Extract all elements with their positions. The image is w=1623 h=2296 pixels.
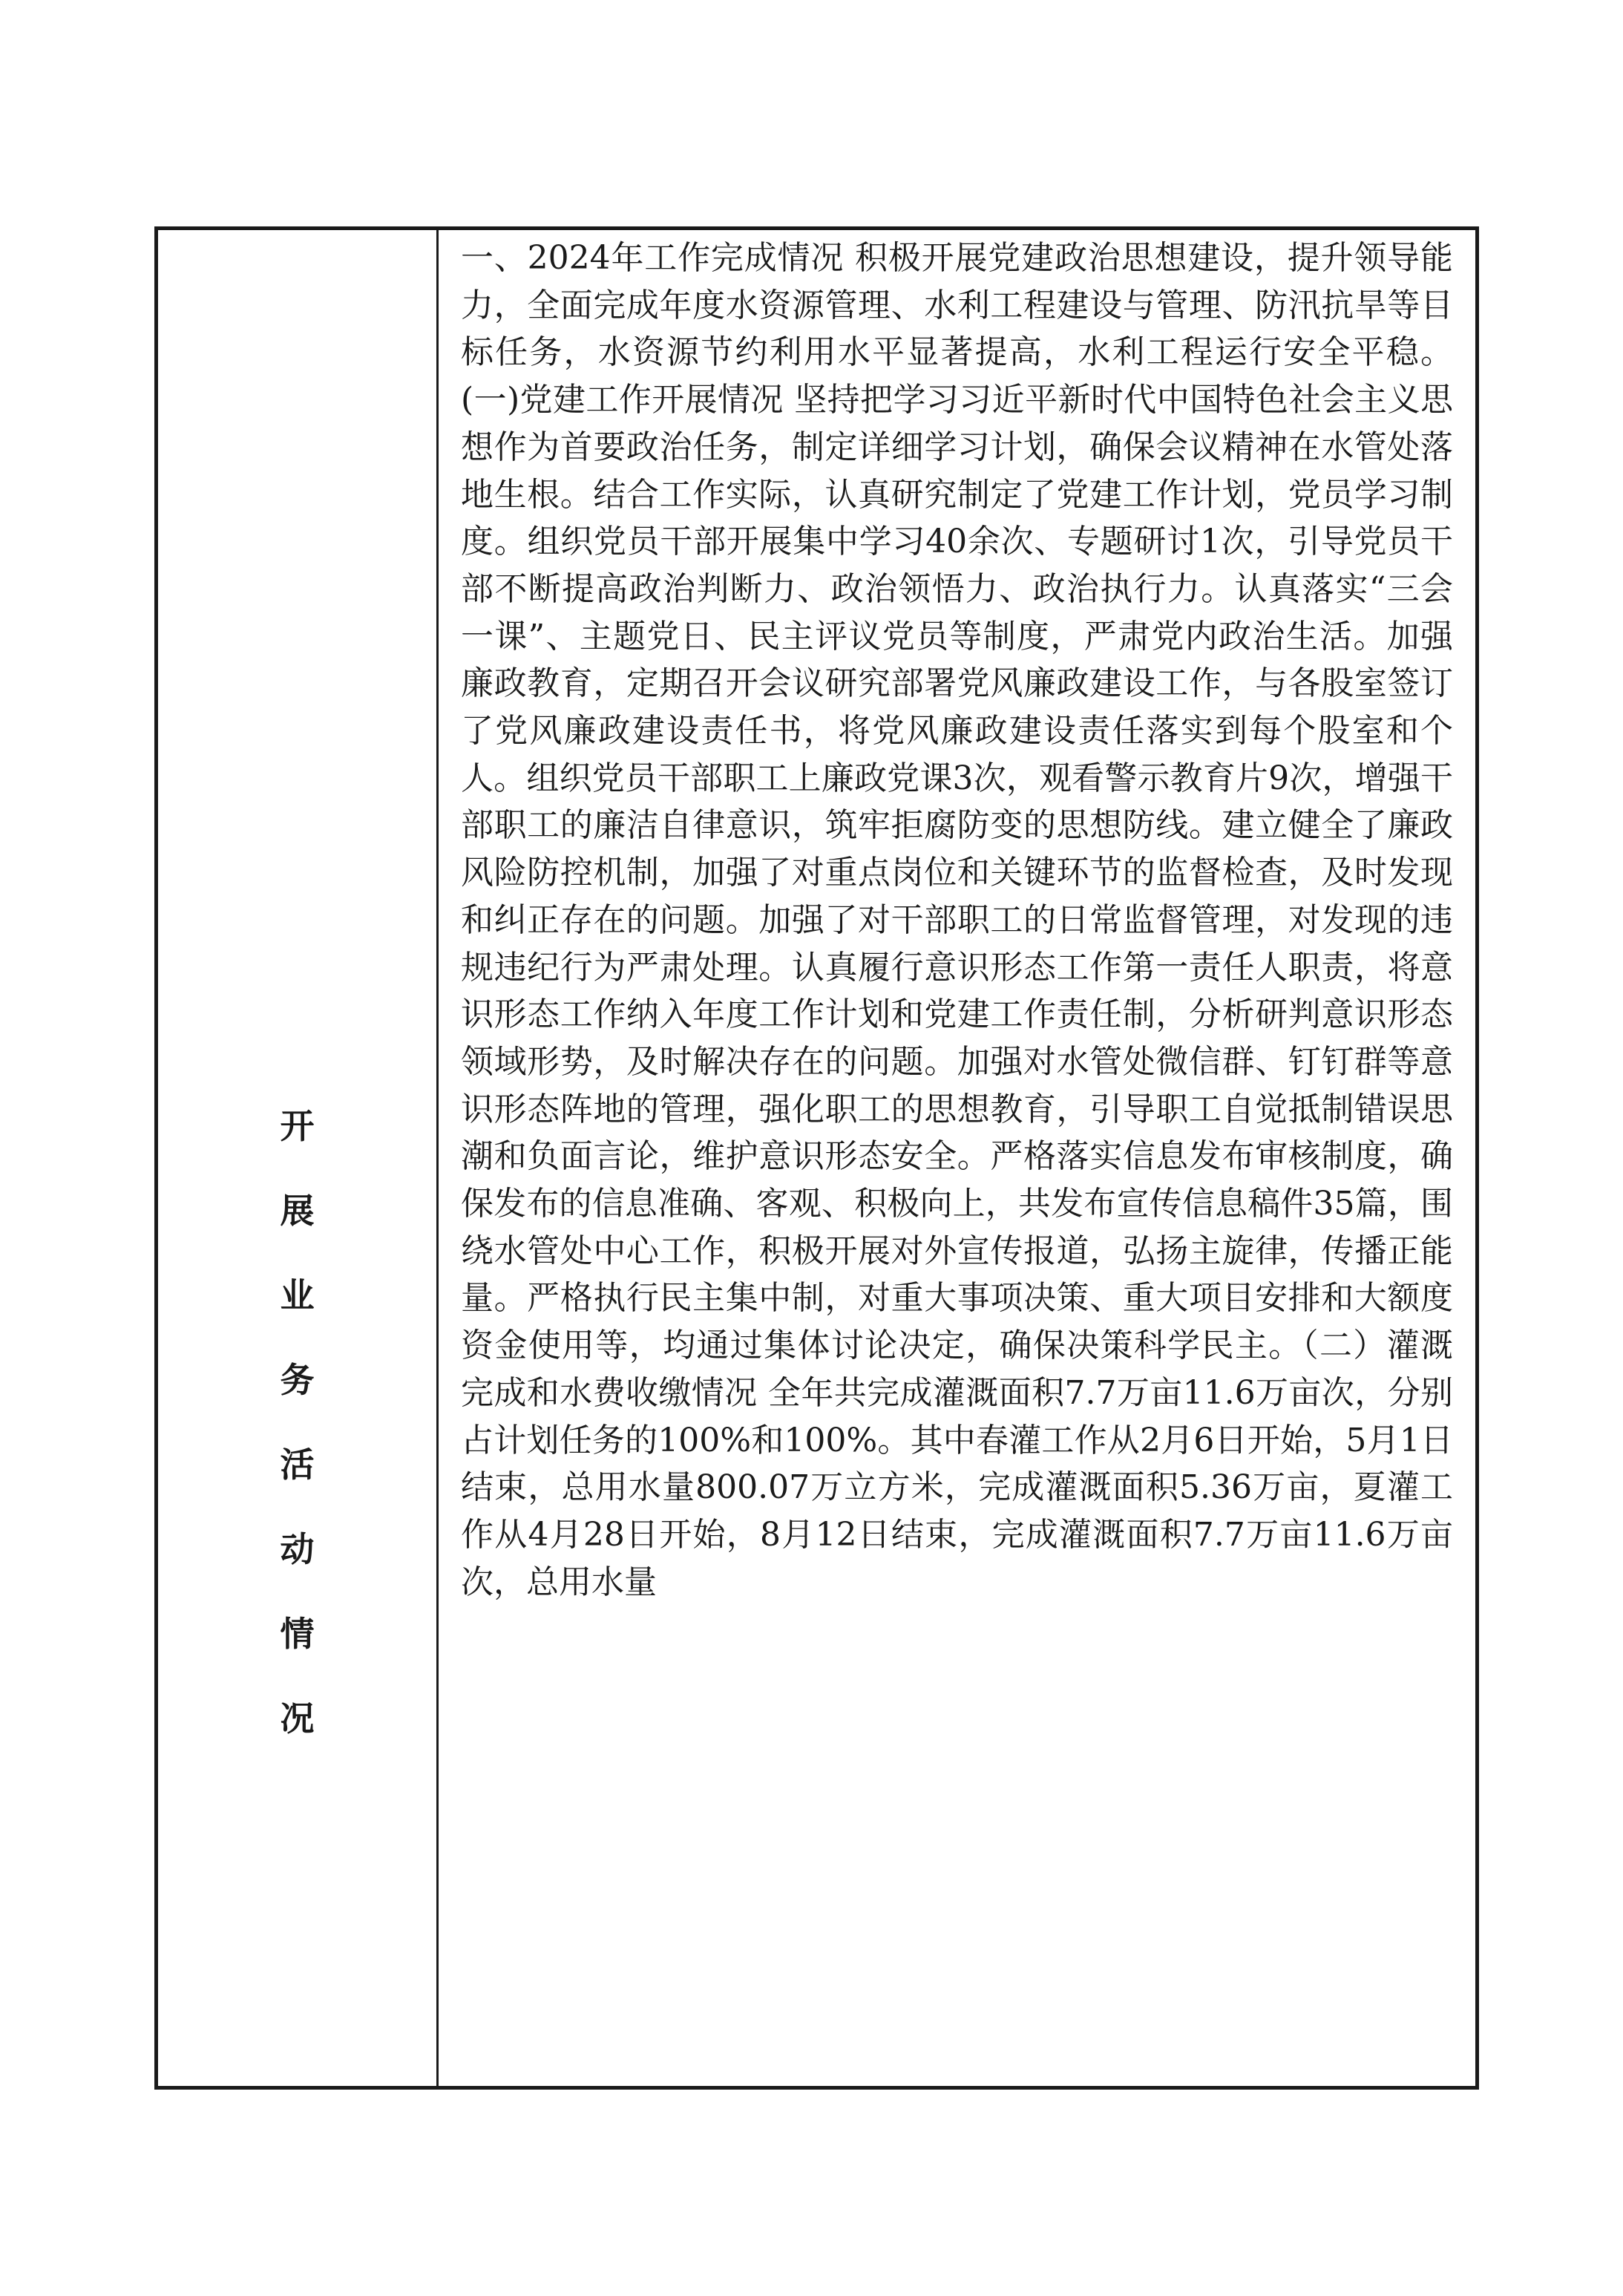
section-label <box>158 1084 436 1761</box>
section-label-cell <box>158 230 439 2086</box>
section-label-char: 情 <box>280 1614 315 1654</box>
section-label-char: 动 <box>280 1529 315 1569</box>
report-table <box>154 226 1479 2090</box>
section-label-char: 况 <box>280 1698 315 1739</box>
section-label-char: 展 <box>280 1191 315 1231</box>
section-label-char: 开 <box>280 1106 315 1146</box>
content-cell <box>439 230 1475 2086</box>
section-label-char: 活 <box>280 1445 315 1485</box>
section-label-char: 业 <box>280 1275 315 1315</box>
content-text: 一、2024年工作完成情况 积极开展党建政治思想建设，提升领导能力，全面完成年度水资源管理、水利工程建设与管理、防汛抗旱等目标任务，水资源节约利用水平显著提高，水利工程运行安全平稳。(一)党建工作开展情况 坚持把学习习近平新时代中国特色社会主义思想作为首要政治任务，制定详细学习计划，确保会议精神在水管处落地生根。结合工作实际，认真研究制定了党建工作计划，党员学习制度。组织党员干部开展集中学习40余次、专题研讨1次，引导党员干部不断提高政治判断力、政治领悟力、政治执行力。认真落实“三会一课”、主题党日、民主评议党员等制度，严肃党内政治生活。加强廉政教育，定期召开会议研究部署党风廉政建设工作，与各股室签订了党风廉政建设责任书，将党风廉政建设责任落实到每个股室和个人。组织党员干部职工上廉政党课3次，观看警示教育片9次，增强干部职工的廉洁自律意识，筑牢拒腐防变的思想防线。建立健全了廉政风险防控机制，加强了对重点岗位和关键环节的监督检查，及时发现和纠正存在的问题。加强了对干部职工的日常监督管理，对发现的违规违纪行为严肃处理。认真履行意识形态工作第一责任人职责，将意识形态工作纳入年度工作计划和党建工作责任制，分析研判意识形态领域形势，及时解决存在的问题。加强对水管处微信群、钉钉群等意识形态阵地的管理，强化职工的思想教育，引导职工自觉抵制错误思潮和负面言论，维护意识形态安全。严格落实信息发布审核制度，确保发布的信息准确、客观、积极向上，共发布宣传信息稿件35篇，围绕水管处中心工作，积极开展对外宣传报道，弘扬主旋律，传播正能量。严格执行民主集中制，对重大事项决策、重大项目安排和大额度资金使用等，均通过集体讨论决定，确保决策科学民主。（二）灌溉完成和水费收缴情况 全年共完成灌溉面积7.7万亩11.6万亩次，分别占计划任务的100%和100%。其中春灌工作从2月6日开始，5月1日结束，总用水量800.07万立方米，完成灌溉面积5.36万亩，夏灌工作从4月28日开始，8月12日结束，完成灌溉面积7.7万亩11.6万亩次，总用水量 <box>461 239 1453 1601</box>
section-label-char: 务 <box>280 1360 315 1400</box>
